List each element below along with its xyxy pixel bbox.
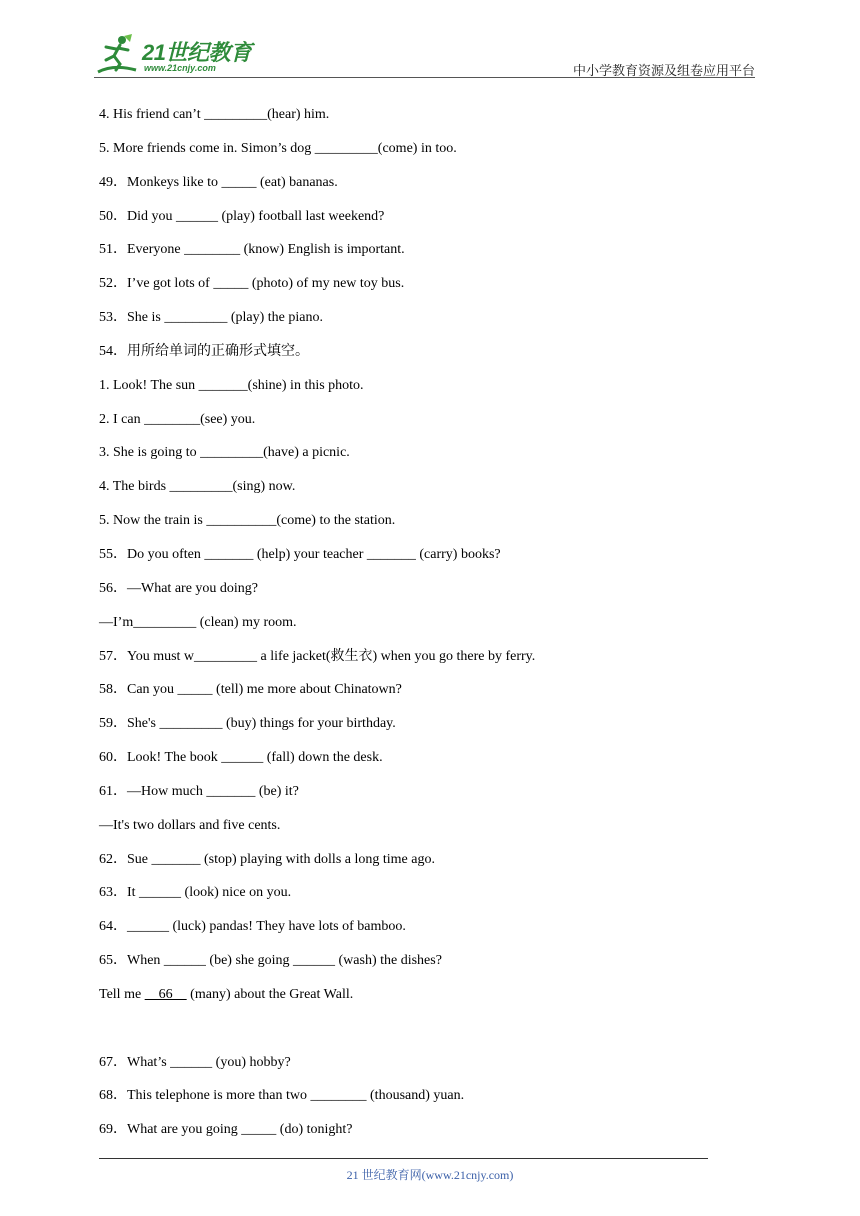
exercise-line: 59．She's _________ (buy) things for your birthday. [99, 716, 396, 732]
line66-after: (many) about the Great Wall. [186, 986, 354, 1002]
logo-text: 21世纪教育 [142, 40, 252, 65]
exercise-line: 64．______ (luck) pandas! They have lots of bamboo. [99, 919, 406, 935]
exercise-line: 65．When ______ (be) she going ______ (wash) the dishes? [99, 953, 442, 969]
exercise-line: 53．She is _________ (play) the piano. [99, 310, 323, 326]
exercise-line: —I’m_________ (clean) my room. [99, 614, 297, 630]
exercise-list [99, 105, 759, 1154]
exercise-line: 1. Look! The sun _______(shine) in this photo. [99, 377, 364, 393]
page-header [0, 0, 860, 80]
exercise-line: 52．I’ve got lots of _____ (photo) of my new toy bus. [99, 276, 405, 292]
blank-line [99, 1019, 759, 1053]
exercise-line: 5. Now the train is __________(come) to the station. [99, 513, 396, 529]
exercise-line: 4. His friend can’t _________(hear) him. [99, 107, 330, 122]
exercise-line: 4. The birds _________(sing) now. [99, 479, 296, 495]
exercise-line: 50．Did you ______ (play) football last weekend? [99, 208, 385, 224]
exercise-line: 51．Everyone ________ (know) English is important. [99, 242, 405, 258]
exercise-line: 61．—How much _______ (be) it? [99, 783, 299, 799]
exercise-line: 55．Do you often _______ (help) your teacher _______ (carry) books? [99, 546, 501, 562]
header-divider [94, 77, 755, 78]
exercise-line: —It's two dollars and five cents. [99, 817, 281, 833]
footer-link[interactable]: 21 世纪教育网(www.21cnjy.com) [346, 1168, 514, 1182]
exercise-line: 60．Look! The book ______ (fall) down the desk. [99, 750, 383, 766]
exercise-line: 56．—What are you doing? [99, 580, 259, 596]
exercise-line: 67．What’s ______ (you) hobby? [99, 1054, 291, 1070]
exercise-line: 62．Sue _______ (stop) playing with dolls a long time ago. [99, 851, 435, 867]
exercise-line: 2. I can ________(see) you. [99, 411, 256, 427]
footer-divider [99, 1158, 708, 1159]
exercise-line-66 [99, 985, 759, 1019]
exercise-line: 3. She is going to _________(have) a picnic. [99, 445, 350, 461]
exercise-line: 68．This telephone is more than two ________ (thousand) yuan. [99, 1088, 465, 1104]
exercise-line: 49．Monkeys like to _____ (eat) bananas. [99, 174, 338, 190]
exercise-line: 54．用所给单词的正确形式填空。 [99, 343, 309, 359]
exercise-line: 63．It ______ (look) nice on you. [99, 885, 292, 901]
site-logo[interactable] [94, 34, 264, 78]
exercise-line: 69．What are you going _____ (do) tonight? [99, 1122, 353, 1138]
logo-url: www.21cnjy.com [144, 63, 216, 73]
exercise-line: 5. More friends come in. Simon’s dog _________(come) in too. [99, 140, 457, 156]
runner-logo-icon [94, 34, 140, 76]
line66-blank: 66 [144, 986, 187, 1002]
exercise-line: 57．You must w_________ a life jacket(救生衣) when you go there by ferry. [99, 648, 536, 664]
line66-before: Tell me [99, 986, 145, 1002]
exercise-line: 58．Can you _____ (tell) me more about Chinatown? [99, 682, 402, 698]
platform-title: 中小学教育资源及组卷应用平台 [572, 64, 755, 79]
